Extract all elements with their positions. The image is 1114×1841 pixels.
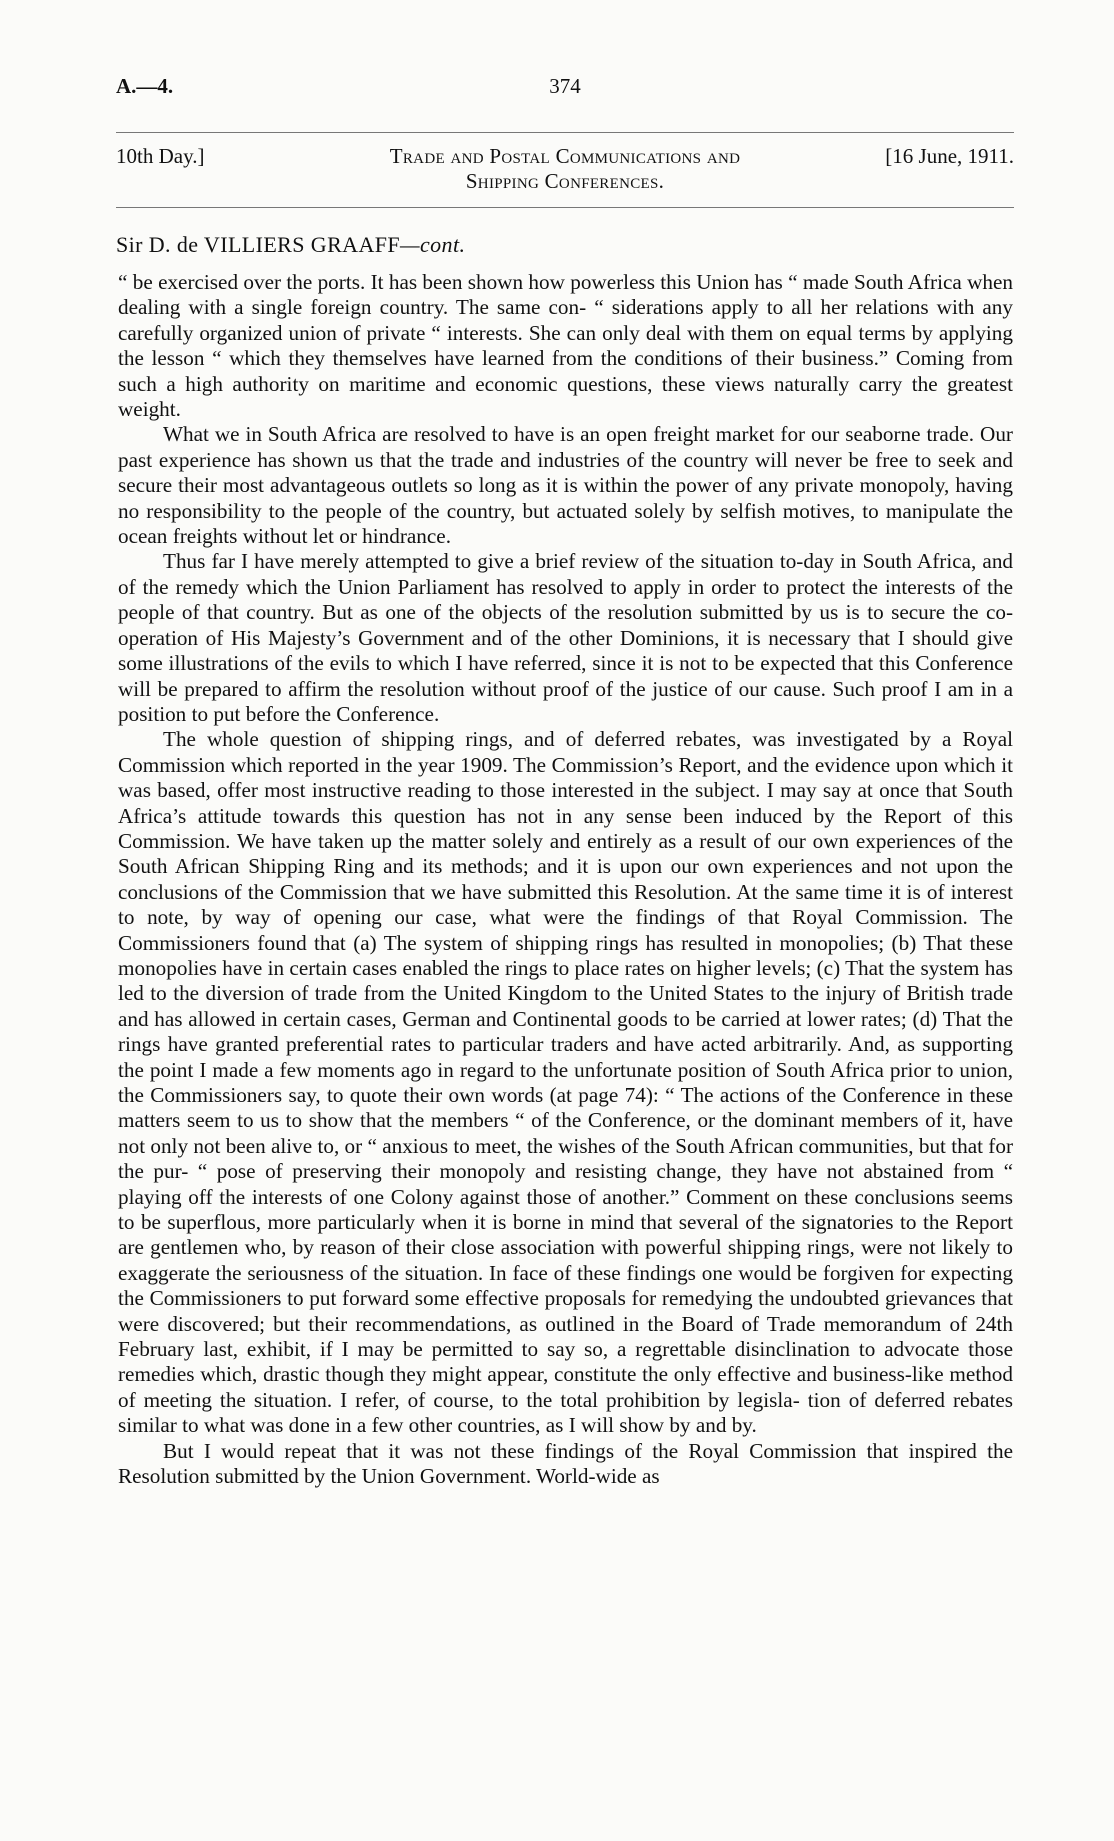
paragraph: Thus far I have merely attempted to give a brief review of the situation to-day in South Africa, and of the remedy which the Union Parliament has resolved to apply in order to protect the interests of the people of that country. But as one of the objects of the resolution submitted by us is to secure the co-operation of His Majesty’s Government and of the other Dominions, it is necessary that I should give some illustrations of the evils to which I have referred, since it is not to be expected that this Conference will be prepared to affirm the resolution without proof of the justice of our cause. Such proof I am in a position to put before the Conference.	[118, 549, 1013, 726]
section-title-line2: Shipping Conferences.	[465, 169, 665, 193]
section-title	[116, 144, 1014, 194]
section-title-line1: Trade and Postal Communications and	[389, 144, 741, 168]
sitting-day: 10th Day.]	[116, 144, 205, 168]
paragraph: What we in South Africa are resolved to have is an open freight market for our seaborne trade. Our past experience has shown us that the trade and industries of the country will never be free to seek and secure their most advantageous outlets so long as it is within the power of any private monopoly, having no responsibility to the people of the country, but actuated solely by selfish motives, to manipulate the ocean freights without let or hindrance.	[118, 422, 1013, 549]
speaker-heading	[116, 232, 465, 258]
sitting-date: [16 June, 1911.	[885, 144, 1014, 168]
paper-reference: A.—4.	[116, 74, 174, 98]
section-header	[116, 144, 1014, 200]
body-text	[118, 270, 1013, 1490]
paragraph: The whole question of shipping rings, and of deferred rebates, was investigated by a Royal Commission which reported in the year 1909. The Commission’s Report, and the evidence upon which it was based, offer most instructive reading to those interested in the subject. I may say at once that South Africa’s attitude towards this question has not in any sense been induced by the Report of this Commission. We have taken up the matter solely and entirely as a result of our own experiences of the South African Shipping Ring and its methods; and it is upon our own experiences and not upon the conclusions of the Commission that we have submitted this Resolution. At the same time it is of interest to note, by way of opening our case, what were the findings of that Royal Commission. The Commissioners found that (a) The system of shipping rings has resulted in monopolies; (b) That these monopolies have in certain cases enabled the rings to place rates on higher levels; (c) That the system has led to the diversion of trade from the United Kingdom to the United States to the injury of British trade and has allowed in certain cases, German and Continental goods to be carried at lower rates; (d) That the rings have granted preferential rates to particular traders and have acted arbitrarily. And, as supporting the point I made a few moments ago in regard to the unfortunate position of South Africa prior to union, the Commissioners say, to quote their own words (at page 74): “ The actions of the Conference in these matters seem to us to show that the members “ of the Conference, or the dominant members of it, have not only not been alive to, or “ anxious to meet, the wishes of the South African communities, but that for the pur- “ pose of preserving their monopoly and resisting change, they have not abstained from “ playing off the interests of one Colony against those of another.” Comment on these conclusions seems to be superflous, more particularly when it is borne in mind that several of the signatories to the Report are gentlemen who, by reason of their close association with powerful shipping rings, were not likely to exaggerate the seriousness of the situation. In face of these findings one would be forgiven for expecting the Commissioners to put forward some effective proposals for remedying the undoubted grievances that were discovered; but their recommendations, as outlined in the Board of Trade memorandum of 24th February last, exhibit, if I may be permitted to say so, a regrettable disinclination to advocate those remedies which, drastic though they might appear, constitute the only effective and business-like method of meeting the situation. I refer, of course, to the total prohibition by legisla- tion of deferred rebates similar to what was done in a few other countries, as I will show by and by.	[118, 727, 1013, 1438]
speaker-continued: —cont.	[400, 232, 466, 257]
header-rule-bottom	[116, 207, 1014, 208]
page-number: 374	[549, 74, 581, 98]
speaker-name: Sir D. de VILLIERS GRAAFF	[116, 232, 401, 257]
running-head	[116, 74, 1014, 102]
header-rule-top	[116, 132, 1014, 133]
paragraph: But I would repeat that it was not these findings of the Royal Commission that inspired the Resolution submitted by the Union Government. World-wide as	[118, 1438, 1013, 1489]
paragraph: “ be exercised over the ports. It has been shown how powerless this Union has “ made South Africa when dealing with a single foreign country. The same con- “ siderations apply to all her relations with any carefully organized union of private “ interests. She can only deal with them on equal terms by applying the lesson “ which they themselves have learned from the conditions of their business.” Coming from such a high authority on maritime and economic questions, these views naturally carry the greatest weight.	[118, 270, 1013, 422]
